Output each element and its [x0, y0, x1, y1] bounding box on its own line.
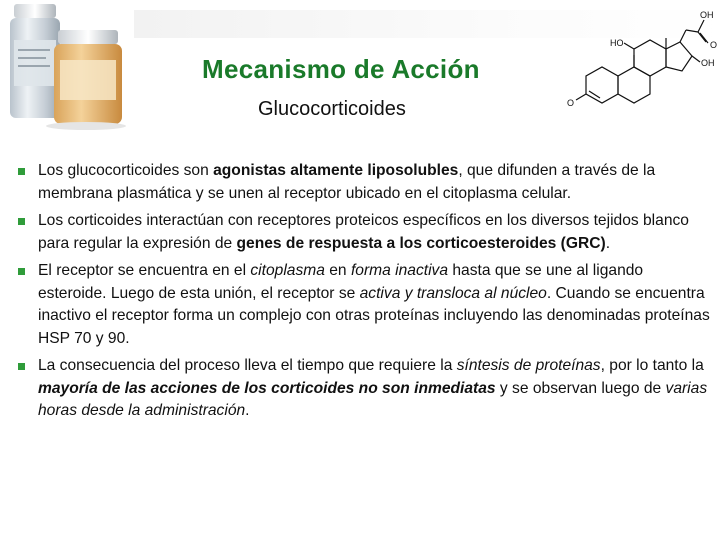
- bullet-text-italic: varias horas desde la administración: [38, 379, 708, 419]
- bullet-item: [14, 210, 714, 255]
- bullet-text: y se observan luego de: [495, 379, 666, 397]
- bullet-text-bold-italic: mayoría de las acciones de los corticoides no son inmediatas: [38, 379, 496, 397]
- molecule-label-o-right: O: [710, 40, 718, 50]
- molecule-label-ho: HO: [610, 38, 624, 48]
- bullet-item: [14, 160, 714, 205]
- molecule-label-oh-top: OH: [700, 10, 714, 20]
- bullet-text-bold: agonistas altamente liposolubles: [213, 162, 459, 179]
- bullet-text-bold: genes de respuesta a los corticoesteroides (GRC): [236, 234, 606, 252]
- bullet-text: . Cuando se encuentra inactivo el receptor forma un complejo con otras proteínas incluyendo las denominadas proteínas HSP 70 y 90.: [38, 284, 710, 347]
- molecule-label-o-left: O: [567, 98, 575, 108]
- steroid-structure-diagram: [562, 2, 728, 118]
- bullet-text: .: [245, 402, 250, 419]
- bullet-text-italic: citoplasma: [250, 262, 325, 279]
- bullet-text: El receptor se encuentra en el: [38, 262, 251, 279]
- slide-subtitle: Glucocorticoides: [258, 98, 406, 120]
- bullet-text-italic: forma inactiva: [350, 262, 449, 279]
- bullet-marker-icon: [18, 218, 25, 225]
- molecule-label-oh-mid: OH: [701, 58, 715, 68]
- bullet-text: Los glucocorticoides son: [38, 162, 214, 179]
- bullet-marker-icon: [18, 168, 25, 175]
- bullet-text: .: [605, 234, 611, 252]
- bullet-item: [14, 355, 714, 423]
- bullet-item: [14, 260, 714, 350]
- bullet-text: , por lo tanto la: [600, 357, 704, 374]
- bullet-text: , que difunden a través de la membrana plasmática y se unen al receptor ubicado en el citoplasma celular.: [38, 162, 656, 202]
- bullet-text: hasta que se une al ligando esteroide. Luego de esta unión, el receptor se: [38, 262, 644, 302]
- bullet-text-italic: activa y transloca al núcleo: [359, 284, 547, 302]
- bullet-text: Los corticoides interactúan con receptores proteicos específicos en los diversos tejidos blanco para regular la expresión de: [38, 212, 689, 252]
- bullet-marker-icon: [18, 268, 25, 275]
- medicine-bottles-image: [0, 0, 134, 132]
- bullet-marker-icon: [18, 363, 25, 370]
- slide-title: Mecanismo de Acción: [202, 54, 480, 84]
- bullet-text: en: [324, 262, 351, 279]
- bullet-text-italic: síntesis de proteínas: [456, 357, 601, 374]
- bullet-list: [14, 160, 714, 428]
- bullet-text: La consecuencia del proceso lleva el tiempo que requiere la: [38, 357, 457, 374]
